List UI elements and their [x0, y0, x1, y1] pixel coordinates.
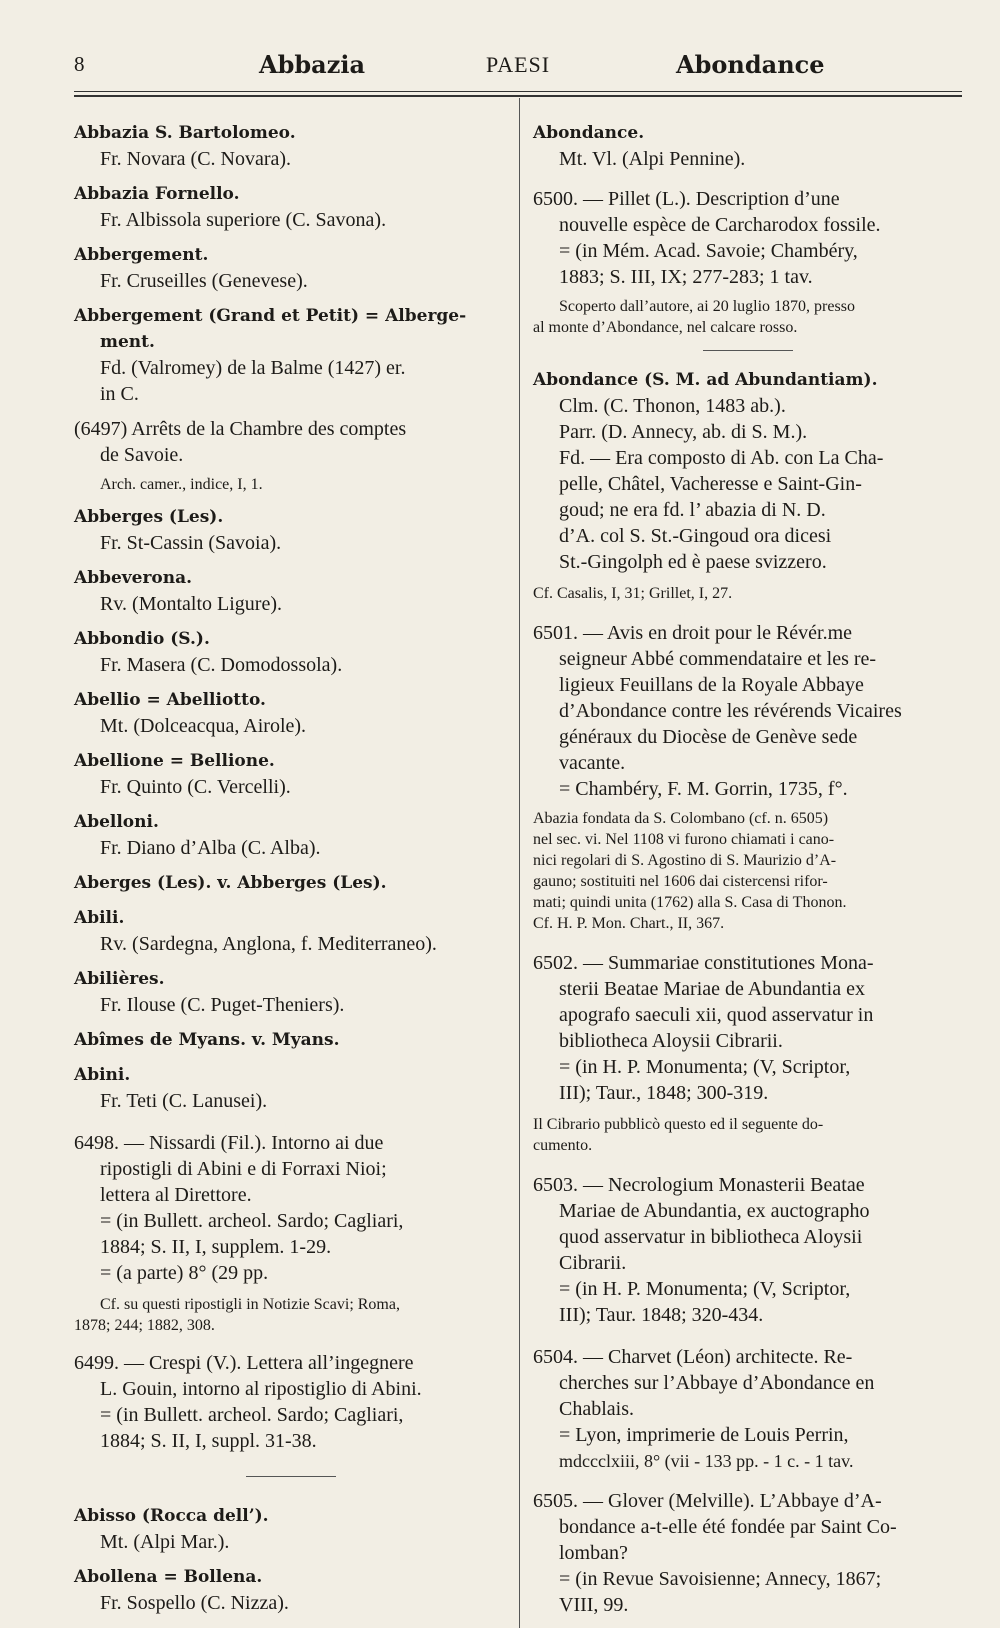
- entry-line: = (in Revue Savoisienne; Annecy, 1867;: [559, 1568, 882, 1590]
- entry-note: Cf. H. P. Mon. Chart., II, 367.: [533, 915, 725, 932]
- entry-line: sterii Beatae Mariae de Abundantia ex: [559, 978, 865, 1000]
- entry-line: apografo saeculi xii, quod asservatur in: [559, 1004, 874, 1026]
- page-number: 8: [74, 52, 85, 76]
- entry-line: Fr. Quinto (C. Vercelli).: [100, 776, 291, 798]
- entry: [74, 809, 508, 861]
- entry-heading: Abîmes de Myans. v. Myans.: [74, 1030, 340, 1050]
- entry-line: 6499. — Crespi (V.). Lettera all’ingegnere: [74, 1352, 414, 1374]
- entry-heading: Abbazia S. Bartolomeo.: [74, 123, 296, 143]
- entry-heading: Abondance.: [533, 123, 645, 143]
- entry-line: (6497) Arrêts de la Chambre des comptes: [74, 418, 407, 440]
- entry: [74, 1503, 508, 1555]
- entry-note: Abazia fondata da S. Colombano (cf. n. 6505): [533, 810, 829, 827]
- left-column: [74, 120, 508, 1625]
- entry-line: bondance a-t-elle été fondée par Saint Co-: [559, 1516, 897, 1538]
- entry-note: Scoperto dall’autore, ai 20 luglio 1870, presso: [559, 298, 855, 315]
- entry: [533, 950, 963, 1156]
- header-rule-thick: [74, 95, 962, 97]
- entry-line: 1883; S. III, IX; 277-283; 1 tav.: [559, 266, 813, 288]
- entry-note: nici regolari di S. Agostino di S. Maurizio d’A-: [533, 852, 837, 869]
- entry-line: VIII, 99.: [559, 1594, 629, 1616]
- entry-line: 6502. — Summariae constitutiones Mona-: [533, 952, 874, 974]
- entry-line: pelle, Châtel, Vacheresse e Saint-Gin-: [559, 473, 862, 495]
- entry-line: = Lyon, imprimerie de Louis Perrin,: [559, 1424, 849, 1446]
- header-right-word: Abondance: [676, 50, 825, 79]
- entry-line: Fr. Albissola superiore (C. Savona).: [100, 209, 387, 231]
- entry: [533, 186, 963, 338]
- entry-line: 1884; S. II, I, supplem. 1-29.: [100, 1236, 332, 1258]
- running-header: [74, 48, 962, 88]
- entry-heading: Abili.: [74, 908, 125, 928]
- entry-heading: Abbondio (S.).: [74, 629, 210, 649]
- entry-line: Clm. (C. Thonon, 1483 ab.).: [559, 395, 786, 417]
- entry-line: St.-Gingolph ed è paese svizzero.: [559, 551, 827, 573]
- entry-heading: Abollena = Bollena.: [74, 1567, 263, 1587]
- entry-line: Fr. Diano d’Alba (C. Alba).: [100, 837, 321, 859]
- entry-line: 6498. — Nissardi (Fil.). Intorno ai due: [74, 1132, 384, 1154]
- entry: [533, 1172, 963, 1328]
- entry-note: al monte d’Abondance, nel calcare rosso.: [533, 319, 798, 336]
- entry: [74, 966, 508, 1018]
- entry-line: Fr. Masera (C. Domodossola).: [100, 654, 343, 676]
- entry-line: goud; ne era fd. l’ abazia di N. D.: [559, 499, 826, 521]
- entry-heading: Abellione = Bellione.: [74, 751, 275, 771]
- entry: [533, 367, 963, 604]
- entry-line: Rv. (Montalto Ligure).: [100, 593, 283, 615]
- entry-line: Fr. St-Cassin (Savoia).: [100, 532, 282, 554]
- entry: [74, 626, 508, 678]
- entry-note: Il Cibrario pubblicò questo ed il seguente do-: [533, 1116, 824, 1133]
- entry-note: mati; quindi unita (1762) alla S. Casa di Thonon.: [533, 894, 847, 911]
- entry-line: 1884; S. II, I, suppl. 31-38.: [100, 1430, 317, 1452]
- entry: [74, 416, 508, 495]
- entry-line: III); Taur. 1848; 320-434.: [559, 1304, 764, 1326]
- entry-line: Rv. (Sardegna, Anglona, f. Mediterraneo).: [100, 933, 437, 955]
- entry-line: bibliotheca Aloysii Cibrarii.: [559, 1030, 783, 1052]
- header-center-word: PAESI: [486, 52, 551, 77]
- entry-note: nel sec. vi. Nel 1108 vi furono chiamati i cano-: [533, 831, 835, 848]
- entry-note: 1878; 244; 1882, 308.: [74, 1317, 215, 1334]
- entry: [74, 687, 508, 739]
- entry: [74, 1564, 508, 1616]
- entry-line: L. Gouin, intorno al ripostiglio di Abini.: [100, 1378, 422, 1400]
- entry-line: = Chambéry, F. M. Gorrin, 1735, f°.: [559, 778, 848, 800]
- entry: [74, 504, 508, 556]
- entry-heading: Aberges (Les). v. Abberges (Les).: [74, 873, 387, 893]
- header-left-word: Abbazia: [259, 50, 366, 79]
- entry-heading-cont: ment.: [100, 332, 155, 352]
- entry-line: 6501. — Avis en droit pour le Révér.me: [533, 622, 853, 644]
- entry-line: = (in Bullett. archeol. Sardo; Cagliari,: [100, 1210, 404, 1232]
- entry: [74, 905, 508, 957]
- entry-heading: Abbergement.: [74, 245, 209, 265]
- right-column: [533, 120, 963, 1627]
- entry-line: Cibrarii.: [559, 1252, 627, 1274]
- entry: [74, 1350, 508, 1454]
- entry-line: Mt. (Alpi Mar.).: [100, 1531, 230, 1553]
- entry-line: Mt. Vl. (Alpi Pennine).: [559, 148, 746, 170]
- entry-heading: Abisso (Rocca dell’).: [74, 1506, 269, 1526]
- entry-line: = (in H. P. Monumenta; (V, Scriptor,: [559, 1278, 851, 1300]
- entry: [74, 1027, 508, 1053]
- entry-line: Fd. — Era composto di Ab. con La Cha-: [559, 447, 884, 469]
- entry-line: lettera al Direttore.: [100, 1184, 252, 1206]
- section-separator: [246, 1476, 336, 1477]
- entry-line: cherches sur l’Abbaye d’Abondance en: [559, 1372, 875, 1394]
- entry-line: vacante.: [559, 752, 626, 774]
- entry-heading: Abbeverona.: [74, 568, 193, 588]
- entry-heading: Abondance (S. M. ad Abundantiam).: [533, 370, 878, 390]
- entry-line: = (in H. P. Monumenta; (V, Scriptor,: [559, 1056, 851, 1078]
- entry-line: 6503. — Necrologium Monasterii Beatae: [533, 1174, 865, 1196]
- entry-note: Arch. camer., indice, I, 1.: [100, 476, 263, 493]
- entry-line: Chablais.: [559, 1398, 634, 1420]
- entry-line: quod asservatur in bibliotheca Aloysii: [559, 1226, 863, 1248]
- entry: [74, 181, 508, 233]
- entry-line: Fr. Novara (C. Novara).: [100, 148, 292, 170]
- entry-line: Fr. Cruseilles (Genevese).: [100, 270, 308, 292]
- entry-line: d’A. col S. St.-Gingoud ora dicesi: [559, 525, 832, 547]
- entry-line: de Savoie.: [100, 444, 184, 466]
- entry: [74, 120, 508, 172]
- entry: [74, 1130, 508, 1336]
- entry-line: 6504. — Charvet (Léon) architecte. Re-: [533, 1346, 853, 1368]
- column-divider: [519, 98, 520, 1628]
- entry: [74, 748, 508, 800]
- entry-line: Fr. Teti (C. Lanusei).: [100, 1090, 268, 1112]
- entry-line: III); Taur., 1848; 300-319.: [559, 1082, 769, 1104]
- header-rule-thin: [74, 91, 962, 92]
- entry: [74, 565, 508, 617]
- entry-line: 6505. — Glover (Melville). L’Abbaye d’A-: [533, 1490, 882, 1512]
- entry-line: Fr. Sospello (C. Nizza).: [100, 1592, 289, 1614]
- entry-line: = (in Mém. Acad. Savoie; Chambéry,: [559, 240, 858, 262]
- entry-heading: Abberges (Les).: [74, 507, 224, 527]
- entry: [533, 120, 963, 172]
- entry-line: 6500. — Pillet (L.). Description d’une: [533, 188, 840, 210]
- entry-note: cumento.: [533, 1137, 593, 1154]
- entry-line: = (a parte) 8° (29 pp.: [100, 1262, 269, 1284]
- entry: [74, 303, 508, 407]
- entry: [533, 620, 963, 934]
- entry-line: Mariae de Abundantia, ex auctographo: [559, 1200, 870, 1222]
- entry-line: seigneur Abbé commendataire et les re-: [559, 648, 877, 670]
- entry-heading: Abellio = Abelliotto.: [74, 690, 266, 710]
- entry-line: généraux du Diocèse de Genève sede: [559, 726, 858, 748]
- entry-note: Cf. su questi ripostigli in Notizie Scavi; Roma,: [100, 1296, 400, 1313]
- entry-line: in C.: [100, 383, 139, 405]
- section-separator: [703, 350, 793, 351]
- entry-note: gauno; sostituiti nel 1606 dai cistercensi rifor-: [533, 873, 828, 890]
- entry-line: lomban?: [559, 1542, 628, 1564]
- entry-heading: Abini.: [74, 1065, 131, 1085]
- entry-line: mdccclxiii, 8° (vii - 133 pp. - 1 c. - 1 tav.: [559, 1451, 854, 1471]
- entry-line: d’Abondance contre les révérends Vicaires: [559, 700, 902, 722]
- entry-line: = (in Bullett. archeol. Sardo; Cagliari,: [100, 1404, 404, 1426]
- entry: [74, 870, 508, 896]
- entry-heading: Abelloni.: [74, 812, 159, 832]
- entry-line: ripostigli di Abini e di Forraxi Nioi;: [100, 1158, 387, 1180]
- entry-line: Parr. (D. Annecy, ab. di S. M.).: [559, 421, 808, 443]
- entry: [533, 1344, 963, 1474]
- entry-line: ligieux Feuillans de la Royale Abbaye: [559, 674, 864, 696]
- entry-note: Cf. Casalis, I, 31; Grillet, I, 27.: [533, 585, 733, 602]
- entry-line: Fd. (Valromey) de la Balme (1427) er.: [100, 357, 406, 379]
- entry: [74, 1062, 508, 1114]
- entry-line: nouvelle espèce de Carcharodox fossile.: [559, 214, 881, 236]
- entry-heading: Abbergement (Grand et Petit) = Alberge-: [74, 306, 467, 326]
- entry: [74, 242, 508, 294]
- entry-heading: Abilières.: [74, 969, 165, 989]
- entry-heading: Abbazia Fornello.: [74, 184, 240, 204]
- entry-line: Fr. Ilouse (C. Puget-Theniers).: [100, 994, 345, 1016]
- entry-line: Mt. (Dolceacqua, Airole).: [100, 715, 307, 737]
- entry: [533, 1488, 963, 1618]
